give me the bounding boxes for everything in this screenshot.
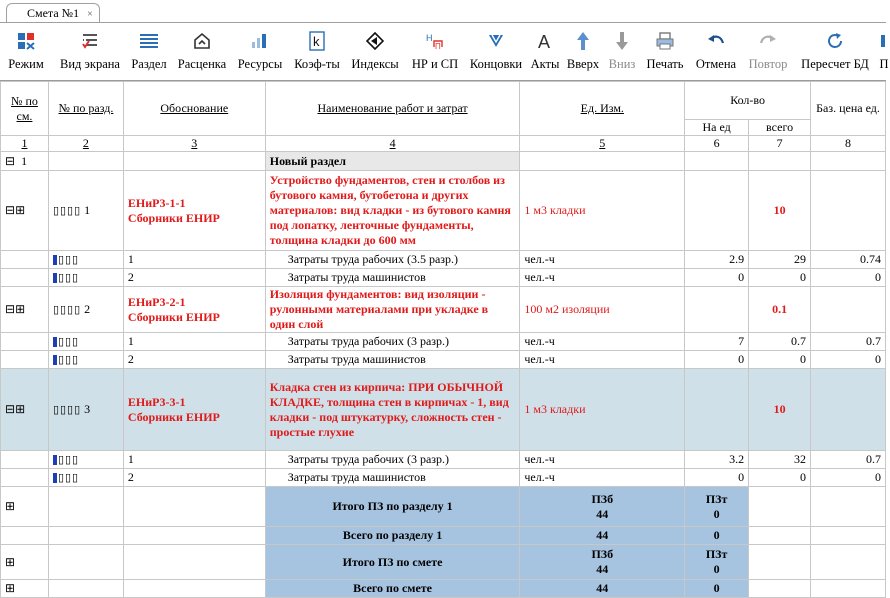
pzt-value: 0 [713, 528, 720, 542]
section-icon [127, 23, 171, 57]
section-toggle[interactable] [1, 152, 49, 171]
mode-icon [0, 23, 52, 57]
tree-marks: ▯▯▯ [57, 354, 80, 366]
coef-label: Коэф-ты [294, 57, 340, 71]
pzb-header: ПЗб [591, 547, 614, 561]
resource-icon [53, 355, 57, 365]
cell [1, 469, 49, 487]
cell [811, 487, 886, 527]
tab-estimate[interactable] [6, 3, 100, 22]
item-num: ▯▯▯▯ 2 [48, 287, 123, 333]
resource-price: 0.7 [811, 333, 886, 351]
col-index: 7 [749, 136, 811, 152]
resource-marker [48, 269, 123, 287]
tree-marks: ▯▯▯ [57, 336, 80, 348]
col-index: 6 [685, 136, 749, 152]
resource-marker [48, 351, 123, 369]
resource-row[interactable] [1, 351, 886, 369]
acts-button[interactable] [528, 23, 562, 79]
pzb-value: 44 [596, 528, 609, 542]
expand-icon[interactable]: ⊞ [5, 581, 16, 595]
item-name: Изоляция фундаментов: вид изоляции - рулонными материалами при укладке в один слой [265, 287, 520, 333]
resource-per: 7 [685, 333, 749, 351]
resource-row[interactable] [1, 269, 886, 287]
total-pzb [520, 545, 685, 580]
expand-icon[interactable]: ⊞ [5, 554, 16, 569]
rate-icon [172, 23, 232, 57]
cell [749, 580, 811, 598]
indexes-label: Индексы [351, 57, 399, 71]
cell [1, 269, 49, 287]
mode-label: Режим [8, 57, 44, 71]
collapse-icon[interactable]: ⊟ [5, 402, 16, 416]
resource-icon [53, 455, 57, 465]
total-label: Всего по разделу 1 [265, 527, 520, 545]
rate-label: Расценка [177, 57, 227, 71]
total-pzt [685, 487, 749, 527]
pzb-value: 44 [596, 506, 609, 521]
cell [749, 527, 811, 545]
cell [48, 527, 123, 545]
resource-num: 2 [123, 469, 265, 487]
pzt-value: 0 [713, 562, 720, 576]
cell [1, 451, 49, 469]
item-toggle[interactable] [1, 287, 49, 333]
view-button[interactable] [54, 23, 126, 79]
total-row[interactable] [1, 580, 886, 598]
acts-label: Акты [530, 57, 560, 71]
resource-unit: чел.-ч [520, 269, 685, 287]
total-pzt [685, 580, 749, 598]
total-pzb [520, 527, 685, 545]
collapse-icon[interactable]: ⊟ [5, 302, 16, 316]
resource-unit: чел.-ч [520, 251, 685, 269]
resource-marker [48, 333, 123, 351]
undo-button[interactable] [691, 23, 741, 79]
svg-text:k: k [313, 34, 320, 50]
col-index: 4 [265, 136, 520, 152]
resources-label: Ресурсы [237, 57, 283, 71]
resource-total: 0.7 [749, 333, 811, 351]
item-basis: ЕНиР3-1-1 Сборники ЕНИР [123, 171, 265, 251]
total-label: Итого ПЗ по смете [265, 545, 520, 580]
item-unit: 1 м3 кладки [520, 369, 685, 451]
item-toggle[interactable] [1, 369, 49, 451]
resource-price: 0.7 [811, 451, 886, 469]
resource-row[interactable] [1, 469, 886, 487]
more-button[interactable] [878, 23, 890, 79]
estimate-grid [0, 80, 886, 595]
svg-text:A: A [538, 32, 551, 53]
item-qty-total: 0.1 [749, 287, 811, 333]
cell [1, 351, 49, 369]
resource-per: 2.9 [685, 251, 749, 269]
resources-button[interactable] [233, 23, 287, 79]
tab-bar [0, 0, 886, 23]
item-qty-unit [685, 369, 749, 451]
total-pzt [685, 527, 749, 545]
resource-total: 0 [749, 351, 811, 369]
down-button[interactable] [604, 23, 640, 79]
resource-icon [53, 337, 57, 347]
resource-name: Затраты труда рабочих (3 разр.) [265, 333, 520, 351]
rate-button[interactable] [172, 23, 232, 79]
endings-label: Концовки [469, 57, 523, 71]
cell [811, 152, 886, 171]
svg-text:П: П [435, 42, 441, 52]
pzt-header: ПЗт [705, 491, 728, 506]
cell [1, 251, 49, 269]
col-header-qty[interactable]: Кол-во [685, 82, 811, 120]
resource-num: 2 [123, 269, 265, 287]
cell [123, 487, 265, 527]
resource-total: 32 [749, 451, 811, 469]
col-header-name[interactable]: Наименование работ и затрат [265, 82, 520, 136]
collapse-icon[interactable]: ⊟ [5, 153, 16, 168]
total-toggle[interactable] [1, 580, 49, 598]
resource-price: 0 [811, 469, 886, 487]
cell [48, 545, 123, 580]
item-name: Кладка стен из кирпича: ПРИ ОБЫЧНОЙ КЛАДКЕ, толщина стен в кирпичах - 1, вид кладки - под штукатурку, сложность стен - простые глухие [265, 369, 520, 451]
col-header-qty-total[interactable]: всего [749, 120, 811, 136]
col-index: 2 [48, 136, 123, 152]
tree-marks: ▯▯▯ [57, 472, 80, 484]
resource-name: Затраты труда машинистов [265, 351, 520, 369]
item-row[interactable] [1, 369, 886, 451]
expand-icon[interactable]: ⊞ [15, 402, 26, 416]
up-label: Вверх [566, 57, 600, 71]
item-qty-unit [685, 171, 749, 251]
resource-num: 1 [123, 251, 265, 269]
cell [123, 527, 265, 545]
redo-label: Повтор [748, 57, 788, 71]
svg-text:Н: Н [426, 33, 433, 44]
section-name: Новый раздел [265, 152, 520, 171]
item-num: ▯▯▯▯ 3 [48, 369, 123, 451]
total-row[interactable] [1, 527, 886, 545]
resource-name: Затраты труда машинистов [265, 269, 520, 287]
item-unit: 100 м2 изоляции [520, 287, 685, 333]
col-header-base-price[interactable]: Баз. цена ед. [811, 82, 886, 136]
col-index: 1 [1, 136, 49, 152]
item-base-price [811, 171, 886, 251]
cell [48, 580, 123, 598]
total-row[interactable] [1, 487, 886, 527]
mode-button[interactable] [0, 23, 52, 79]
tree-marks: ▯▯▯ [57, 454, 80, 466]
resource-marker [48, 469, 123, 487]
resource-num: 2 [123, 351, 265, 369]
arrow-down-icon [604, 23, 640, 57]
redo-icon [743, 23, 793, 57]
total-toggle[interactable] [1, 527, 49, 545]
up-button[interactable] [563, 23, 603, 79]
tree-marks: ▯▯▯▯ [52, 404, 82, 416]
total-toggle[interactable] [1, 487, 49, 527]
cell [123, 545, 265, 580]
nrsp-icon [406, 23, 464, 57]
print-label: Печать [646, 57, 684, 71]
resource-price: 0 [811, 351, 886, 369]
cell [48, 152, 123, 171]
acts-icon [528, 23, 562, 57]
arrow-up-icon [563, 23, 603, 57]
resource-num: 1 [123, 451, 265, 469]
tree-marks: ▯▯▯ [57, 272, 80, 284]
resource-num: 1 [123, 333, 265, 351]
expand-icon[interactable]: ⊞ [15, 203, 26, 217]
cell [685, 152, 749, 171]
nrsp-label: НР и СП [411, 57, 459, 71]
more-icon [878, 23, 890, 57]
resource-marker [48, 251, 123, 269]
tree-marks: ▯▯▯▯ [52, 205, 82, 217]
resource-icon [53, 273, 57, 283]
indexes-icon [347, 23, 403, 57]
estimate-table [0, 81, 886, 598]
cell [123, 580, 265, 598]
col-header-unit[interactable]: Ед. Изм. [520, 82, 685, 136]
resource-unit: чел.-ч [520, 469, 685, 487]
nrsp-button[interactable] [406, 23, 464, 79]
item-basis: ЕНиР3-3-1 Сборники ЕНИР [123, 369, 265, 451]
resource-total: 0 [749, 269, 811, 287]
coef-button[interactable] [288, 23, 346, 79]
collapse-icon[interactable]: ⊟ [5, 203, 16, 217]
recalc-label: Пересчет БД [801, 57, 869, 71]
more-label: П [879, 57, 889, 71]
pzt-value: 0 [713, 581, 720, 595]
cell [520, 152, 685, 171]
cell [749, 152, 811, 171]
cell [749, 487, 811, 527]
resource-unit: чел.-ч [520, 333, 685, 351]
item-qty-unit [685, 287, 749, 333]
item-basis: ЕНиР3-2-1 Сборники ЕНИР [123, 287, 265, 333]
col-header-qty-unit[interactable]: На ед [685, 120, 749, 136]
resource-per: 3.2 [685, 451, 749, 469]
section-button[interactable] [127, 23, 171, 79]
item-toggle[interactable] [1, 171, 49, 251]
item-num: ▯▯▯▯ 1 [48, 171, 123, 251]
expand-icon[interactable]: ⊞ [15, 302, 26, 316]
recalc-icon [795, 23, 875, 57]
total-pzb [520, 580, 685, 598]
pzb-value: 44 [596, 562, 609, 576]
print-icon [641, 23, 689, 57]
resource-icon [53, 473, 57, 483]
col-header-num-section[interactable]: № по разд. [48, 82, 123, 136]
col-header-num-est[interactable]: № по см. [1, 82, 49, 136]
pzb-value: 44 [596, 581, 609, 595]
close-icon[interactable]: × [87, 9, 93, 20]
total-toggle[interactable] [1, 545, 49, 580]
print-button[interactable] [641, 23, 689, 79]
section-num: 1 [21, 153, 28, 168]
cell [48, 487, 123, 527]
cell [1, 333, 49, 351]
item-name: Устройство фундаментов, стен и столбов из бутового камня, бутобетона и других материалов: вид кладки - из бутового камня под лопатку, ленточные фундаменты, толщина кладки до 600 мм [265, 171, 520, 251]
view-label: Вид экрана [60, 57, 120, 71]
item-base-price [811, 287, 886, 333]
tree-marks: ▯▯▯▯ [52, 304, 82, 316]
indexes-button[interactable] [347, 23, 403, 79]
total-label: Всего по смете [265, 580, 520, 598]
col-header-basis[interactable]: Обоснование [123, 82, 265, 136]
resource-per: 0 [685, 269, 749, 287]
resource-unit: чел.-ч [520, 351, 685, 369]
recalc-button[interactable] [795, 23, 875, 79]
resource-row[interactable] [1, 451, 886, 469]
tree-marks: ▯▯▯ [57, 254, 80, 266]
undo-icon [691, 23, 741, 57]
cell [749, 545, 811, 580]
coef-icon [288, 23, 346, 57]
item-qty-total: 10 [749, 171, 811, 251]
col-index: 8 [811, 136, 886, 152]
redo-button[interactable] [743, 23, 793, 79]
section-row[interactable] [1, 152, 886, 171]
resource-icon [53, 255, 57, 265]
undo-label: Отмена [695, 57, 737, 71]
resource-unit: чел.-ч [520, 451, 685, 469]
item-unit: 1 м3 кладки [520, 171, 685, 251]
resource-name: Затраты труда рабочих (3 разр.) [265, 451, 520, 469]
resource-total: 29 [749, 251, 811, 269]
total-label: Итого ПЗ по разделу 1 [265, 487, 520, 527]
resource-price: 0.74 [811, 251, 886, 269]
section-label: Раздел [131, 57, 167, 71]
resource-per: 0 [685, 351, 749, 369]
resource-total: 0 [749, 469, 811, 487]
resource-name: Затраты труда машинистов [265, 469, 520, 487]
resource-marker [48, 451, 123, 469]
resource-name: Затраты труда рабочих (3.5 разр.) [265, 251, 520, 269]
cell [811, 527, 886, 545]
col-index: 3 [123, 136, 265, 152]
item-qty-total: 10 [749, 369, 811, 451]
resource-price: 0 [811, 269, 886, 287]
toolbar [0, 23, 889, 79]
resource-row[interactable] [1, 333, 886, 351]
resource-per: 0 [685, 469, 749, 487]
item-base-price [811, 369, 886, 451]
resources-icon [233, 23, 287, 57]
total-pzb [520, 487, 685, 527]
cell [811, 545, 886, 580]
endings-button[interactable] [465, 23, 527, 79]
resource-row[interactable] [1, 251, 886, 269]
cell [811, 580, 886, 598]
total-row[interactable] [1, 545, 886, 580]
tab-title: Смета №1 [27, 6, 80, 20]
view-icon [54, 23, 126, 57]
expand-icon[interactable]: ⊞ [5, 499, 16, 513]
pzb-header: ПЗб [591, 491, 614, 506]
pzt-header: ПЗт [705, 547, 728, 561]
item-row[interactable] [1, 171, 886, 251]
endings-icon [465, 23, 527, 57]
item-row[interactable] [1, 287, 886, 333]
pzt-value: 0 [713, 506, 720, 521]
col-index: 5 [520, 136, 685, 152]
cell [123, 152, 265, 171]
total-pzt [685, 545, 749, 580]
down-label: Вниз [608, 57, 636, 71]
